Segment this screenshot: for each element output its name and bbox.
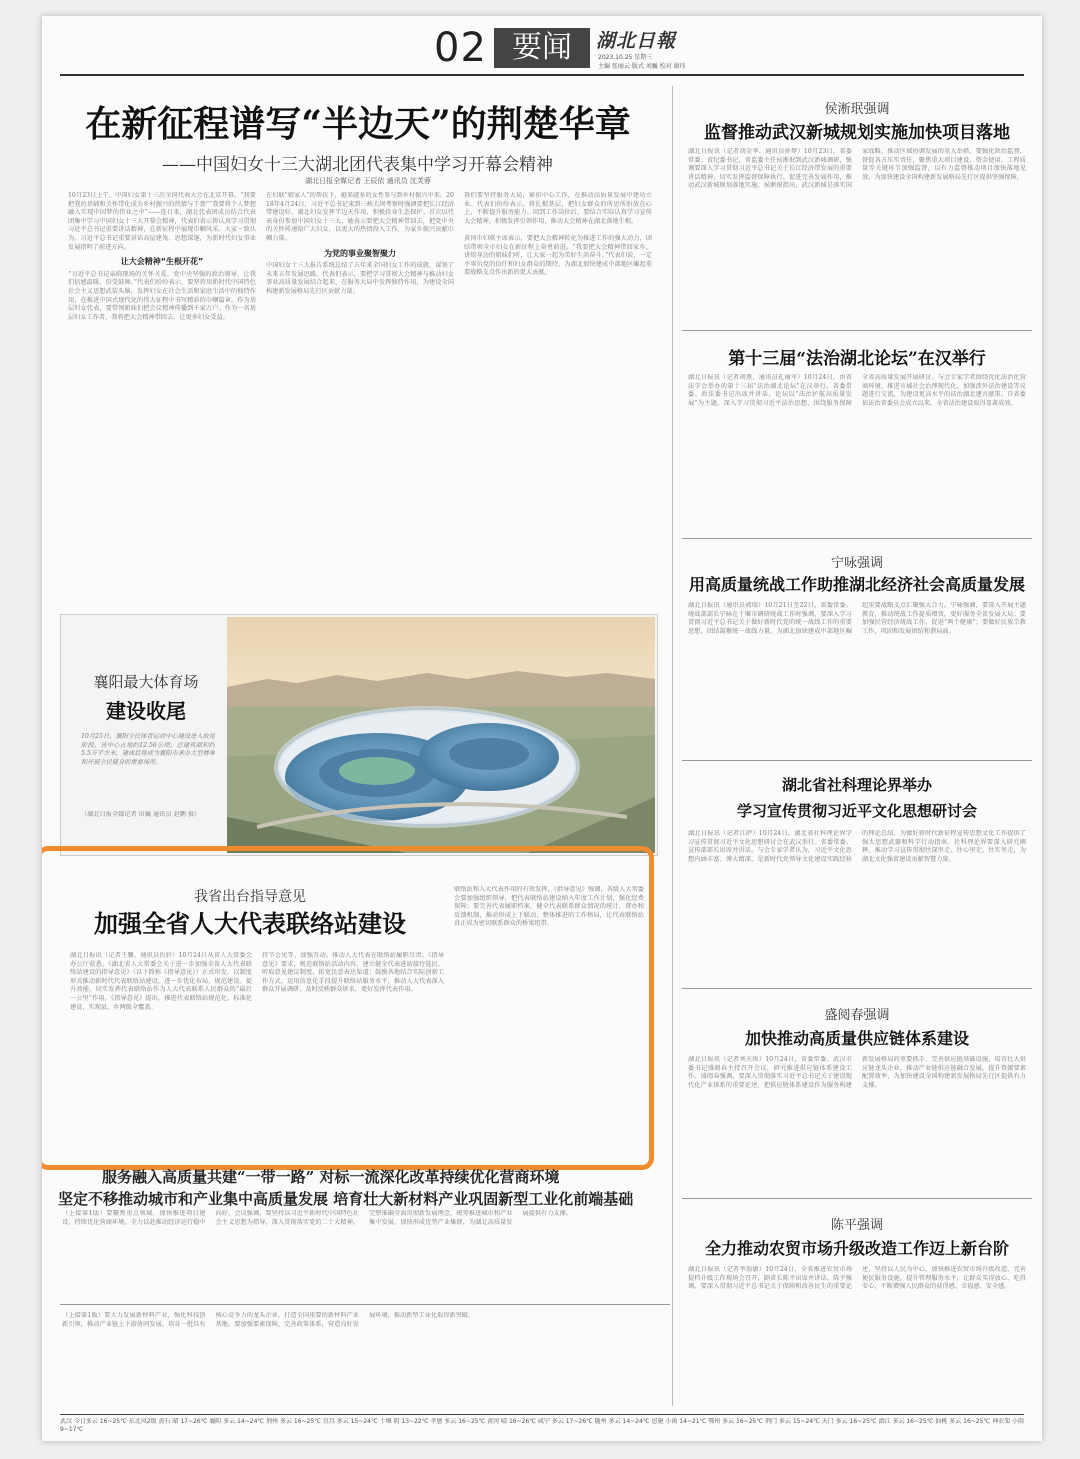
footer-rule <box>60 1414 1024 1415</box>
photo-caption: 10月25日，襄阳全民体育运动中心建设进入收尾阶段。该中心占地约12.56公顷，总建筑面积约5.5万平方米，建成后将成为襄阳市承办大型赛事和开展全民健身的重要场所。 <box>81 733 215 766</box>
lead-col2b-text: 中国妇女十三大报告系统总结了五年来全国妇女工作的成就，谋划了未来五年发展思路。代表们表示，要把学习贯彻大会精神与推动妇女事业高质量发展结合起来，在服务大局中发挥独特作用，为建设全国构建新发展格局先行区贡献力量。 <box>266 262 454 295</box>
right-5-kicker: 盛阅春强调 <box>824 1008 890 1023</box>
lead-col3-text: 我们要坚持服务大局，紧扣中心工作，在推动高质量发展中建功立业。代表们纷纷表示，将扎根基层，把妇女群众的所思所盼放在心上，不断提升服务能力。回到工作岗位后，要结合实际认真学习宣传大会精神，积极发挥引领作用，推动大会精神在湖北落地生根。 <box>464 192 652 225</box>
right-1-kicker: 侯淅珉强调 <box>824 102 890 117</box>
weather-footer: 武汉 今日多云 16~25℃ 东北风2级 黄石 晴 17~26℃ 襄阳 多云 14~24℃ 荆州 多云 16~25℃ 宜昌 多云 15~24℃ 十堰 阴 13~22℃ 孝感 多云 16~25℃ 黄冈 晴 16~26℃ 咸宁 多云 17~26℃ 随州 多云 14~24℃ 恩施 小雨 14~21℃ 鄂州 多云 16~25℃ 荆门 多云 15~24℃ 天门 多云 16~25℃ 潜江 多云 16~25℃ 仙桃 多云 16~25℃ 神农架 小雨 9~17℃ <box>60 1418 1024 1433</box>
right-6-headline: 全力推动农贸市场升级改造工作迈上新台阶 <box>704 1239 1009 1258</box>
lead-col1 <box>68 192 256 606</box>
right-5-text: 湖北日报讯（记者刘天纵）10月24日，省委常委、武汉市委书记盛阅春主持召开会议，研究推进供应链体系建设工作。盛阅春强调，要深入贯彻落实习近平总书记关于建设现代化产业体系的重要论述，把供应链体系建设作为服务构建新发展格局的重要抓手，完善供应链基础设施，培育壮大供应链龙头企业，推动产业链供应链融合发展，提升资源要素配置效率，为加快建设全国构建新发展格局先行区提供有力支撑。 <box>688 1056 1026 1089</box>
right-3-headline: 用高质量统战工作助推湖北经济社会高质量发展 <box>688 575 1025 594</box>
bottom-divider <box>60 1304 670 1305</box>
photo-box <box>60 614 658 856</box>
lead-byline: 湖北日报全媒记者 王辰依 通讯员 沈芙蓉 <box>305 177 431 185</box>
right-divider-5 <box>682 1198 1032 1199</box>
right-6-kicker: 陈平强调 <box>830 1218 883 1233</box>
boxed-col3: 联络站和人大代表作用的有效发挥，《指导意见》强调，各级人大常委会要加强组织领导，把代表联络站建设纳入年度工作计划，强化经费保障；要完善代表履职档案，健全代表联系群众情况的统计、督办和反馈机制，推动形成上下联动、整体推进的工作格局，让代表联络站真正成为密切联系群众的桥梁纽带。 <box>454 886 644 928</box>
right-6-text: 湖北日报讯（记者李翁敏）10月24日，全省推进农贸市场提档升级工作现场会召开，副省长陈平出席并讲话。陈平强调，要深入贯彻习近平总书记关于保障和改善民生的重要论述，坚持以人民为中心，加快推进农贸市场升级改造，完善便民服务设施，提升管理服务水平，让群众买得放心、吃得安心，不断增强人民群众的获得感、幸福感、安全感。 <box>688 1266 1026 1291</box>
photo-credit: （湖北日报全媒记者 田巍 通讯员 赵鹏 摄） <box>81 811 201 818</box>
issue-date: 2023.10.25 星期三 <box>598 54 653 61</box>
section-name: 要闻 <box>494 28 590 68</box>
lead-col3 <box>464 192 652 606</box>
page-editors: 主编 张丽云 版式 刘巍 校对 谢玮 <box>598 63 686 70</box>
right-2-text: 湖北日报讯（记者胡燕、通讯员孔丽军）10月24日，由省法学会举办的第十三届“法治湖北论坛”在汉举行。省委常委、政法委书记出席并讲话。论坛以“法治护航高质量发展”为主题，深入学习贯彻习近平法治思想，围绕服务保障全省高质量发展开展研讨。与会专家学者围绕优化法治化营商环境、推进市域社会治理现代化、加强涉外法治建设等议题进行交流，为建设更高水平的法治湖北建言献策。自省委依法治省委员会成立以来，全省法治建设取得显著成效。 <box>688 374 1026 407</box>
right-column <box>682 78 1032 1412</box>
right-4-text: 湖北日报讯（记者江萨）10月24日，湖北省社科理论界学习宣传贯彻习近平文化思想研讨会在武汉举行。省委常委、宣传部部长出席并讲话。与会专家学者认为，习近平文化思想内涵丰富、博大精深，是新时代党领导文化建设实践经验的理论总结，为做好新时代新征程宣传思想文化工作提供了强大思想武器和科学行动指南。社科理论界要深入研究阐释，推动学习宣传贯彻往深里走、往心里走、往实里走，为湖北文化强省建设贡献智慧力量。 <box>688 830 1026 863</box>
page-number: 02 <box>434 25 487 71</box>
newspaper-page <box>42 16 1042 1441</box>
column-divider-main <box>672 86 673 1406</box>
bottom-text-2: （上接第1版）要大力发展新材料产业，强化科技创新引领，推动产业链上下游协同发展，培育一批具有核心竞争力的龙头企业，打造全国重要的新材料产业基地。要加强要素保障，完善政策体系，营造良好发展环境，推动新型工业化取得新突破。 <box>62 1312 475 1328</box>
lead-col1-text: 10月23日上午，中国妇女第十三次全国代表大会在北京开幕。“我要把我的基础和关怀带化成为乡村振兴的热情与干劲”“我要将个人梦想融入实现中国梦的伟业之中”——连日来，湖北代表团成员结合代表团集中学习中国妇女十三大开幕会精神，代表们表示将认真学习贯彻习近平总书记重要讲话精神，在新征程中展现巾帼风采。大家一致认为，习近平总书记重要讲话高屋建瓴、思想深邃，为新时代妇女事业发展指明了前进方向。 <box>68 192 256 251</box>
boxed-headline: 加强全省人大代表联络站建设 <box>94 909 406 938</box>
lead-col1b-text: “习近平总书记亲临现场的关怀关爱，党中央坚强的政治领导，让我们倍感温暖、倍受鼓舞。”代表们纷纷表示，要坚持用新时代中国特色社会主义思想武装头脑，发挥妇女在社会生活和家庭生活中的独特作用，在推进中国式现代化的伟大征程中书写精彩的巾帼篇章。作为基层妇女代表，要带领姐妹们把会议精神传播到千家万户。作为一名基层妇女工作者，我将把大会精神带回去，让更多妇女受益。 <box>68 270 256 321</box>
right-2-headline: 第十三届“法治湖北论坛”在汉举行 <box>728 349 986 369</box>
bottom-headline: 坚定不移推动城市和产业集中高质量发展 培育壮大新材料产业巩固新型工业化前端基础 <box>58 1190 634 1208</box>
stadium-photo <box>227 617 655 853</box>
right-divider-1 <box>682 330 1032 331</box>
photo-title: 襄阳最大体育场 <box>93 673 199 691</box>
lead-col1-subhead: 让大会精神“生根开花” <box>120 257 204 267</box>
lead-headline: 在新征程谱写“半边天”的荆楚华章 <box>85 103 631 145</box>
photo-headline: 建设收尾 <box>106 699 186 723</box>
bottom-cut-line: 服务融入高质量共建“一带一路” 对标一流深化改革持续优化营商环境 <box>102 1168 560 1186</box>
right-1-headline: 监督推动武汉新城规划实施加快项目落地 <box>704 123 1010 143</box>
right-5-headline: 加快推动高质量供应链体系建设 <box>744 1029 969 1048</box>
right-3-kicker: 宁咏强调 <box>830 556 883 571</box>
lead-subheadline: ——中国妇女十三大湖北团代表集中学习开幕会精神 <box>162 155 553 175</box>
paper-logo: 湖北日報 <box>596 30 677 52</box>
highlight-frame <box>42 846 654 1170</box>
right-3-text: 湖北日报讯（通讯员郭瑞）10月21日至22日，省委常委、统战部部长宁咏在十堰市调研统战工作时强调，要深入学习贯彻习近平总书记关于做好新时代党的统一战线工作的重要思想，团结凝聚统一战线力量，为湖北加快建成中部地区崛起重要战略支点汇聚强大合力。宁咏强调，要深入开展主题教育，推动统战工作提质增效，更好服务全省发展大局；要加强民营经济统战工作，促进“两个健康”；要做好民族宗教工作，巩固和发展团结和谐局面。 <box>688 602 1026 635</box>
boxed-col1: 湖北日报讯（记者王馨、通讯员仇轩）10月24日从省人大常委会办公厅获悉，《湖北省人大常委会关于进一步加强全省人大代表联络站建设的指导意见》（以下简称《指导意见》）正式印发，以制度形式推动新时代代表联络站建设，进一步优化布局、规范建设、提升效能，切实发挥代表联络站作为人大代表联系人民群众的“最后一公里”作用。《指导意见》提出，推进代表联络站规范化、标准化建设，实现县、乡两级全覆盖。 <box>70 952 252 1011</box>
lead-col2-subhead: 为党的事业聚智聚力 <box>324 248 396 258</box>
right-divider-2 <box>682 538 1032 539</box>
right-divider-4 <box>682 988 1032 989</box>
boxed-kicker: 我省出台指导意见 <box>194 889 306 905</box>
lead-col3b-text: 黄冈市妇联主席表示，要把大会精神转化为推进工作的强大动力，团结带领全市妇女在新征程上奋勇前进。“我要把大会精神带回家乡，讲给身边的姐妹们听，让大家一起为美好生活奋斗。”代表们说，一定不辜负党的信任和妇女群众的期待，为湖北加快建成中部地区崛起重要战略支点作出新的更大贡献。 <box>464 234 652 277</box>
bottom-text-1: （上接第1版）要聚焦重点领域，加快推进项目建设，持续优化营商环境，全力以赴推动经济运行稳中向好。会议强调，要坚持以习近平新时代中国特色社会主义思想为指导，深入贯彻落实党的二十大精神，完整准确全面贯彻新发展理念，统筹推进城市和产业集中发展，加快形成优势产业集群，为湖北高质量发展提供有力支撑。 <box>62 1210 572 1226</box>
masthead-rule <box>60 74 1024 76</box>
boxed-col2: 持节会见等，加强互动。推动人大代表在联络站履职尽责。《指导意见》要求，规范联络站活动内容，建立健全代表进站接待选民、听取意见建议制度，拓宽民意表达渠道；鼓励各地结合实际创新工作方式，运用信息化手段提升联络站服务水平，推动人大代表深入群众开展调研，及时反映群众诉求，更好发挥代表作用。 <box>262 952 444 994</box>
lead-col2-text: 在妇联“娘家人”的帮扶下，越来越多的女性参与到乡村振兴中来。2018年4月24日，习近平总书记来到三峡大坝考察时强调要把长江经济带建设好，湖北妇女发挥半边天作用，积极投身生态保护。首次以代表身份参加中国妇女十三大，她表示要把大会精神带回去，把党中央的关怀传递给广大妇女，以更大的热情投入工作，为家乡振兴贡献巾帼力量。 <box>266 192 454 242</box>
right-1-text: 湖北日报讯（记者胡金华、通讯员孙梦）10月23日，省委常委、省纪委书记、省监委主任侯淅珉到武汉新城调研，强调要深入学习贯彻习近平总书记关于长江经济带发展的重要讲话精神，切实发挥监督保障执行、促进完善发展作用，推动武汉新城规划落地实施。侯淅珉指出，武汉新城是落实国家战略、推动区域协调发展的重大举措，要强化政治监督，督促各方压实责任，聚焦重大项目建设、资金使用、工程质量等关键环节加强监督，以有力监督推动项目加快落地见效，为加快建设全国构建新发展格局先行区提供坚强保障。 <box>688 148 1026 190</box>
right-divider-3 <box>682 760 1032 761</box>
right-4-headline: 湖北省社科理论界举办 学习宣传贯彻习近平文化思想研讨会 <box>736 776 977 820</box>
lead-col2 <box>266 192 454 606</box>
